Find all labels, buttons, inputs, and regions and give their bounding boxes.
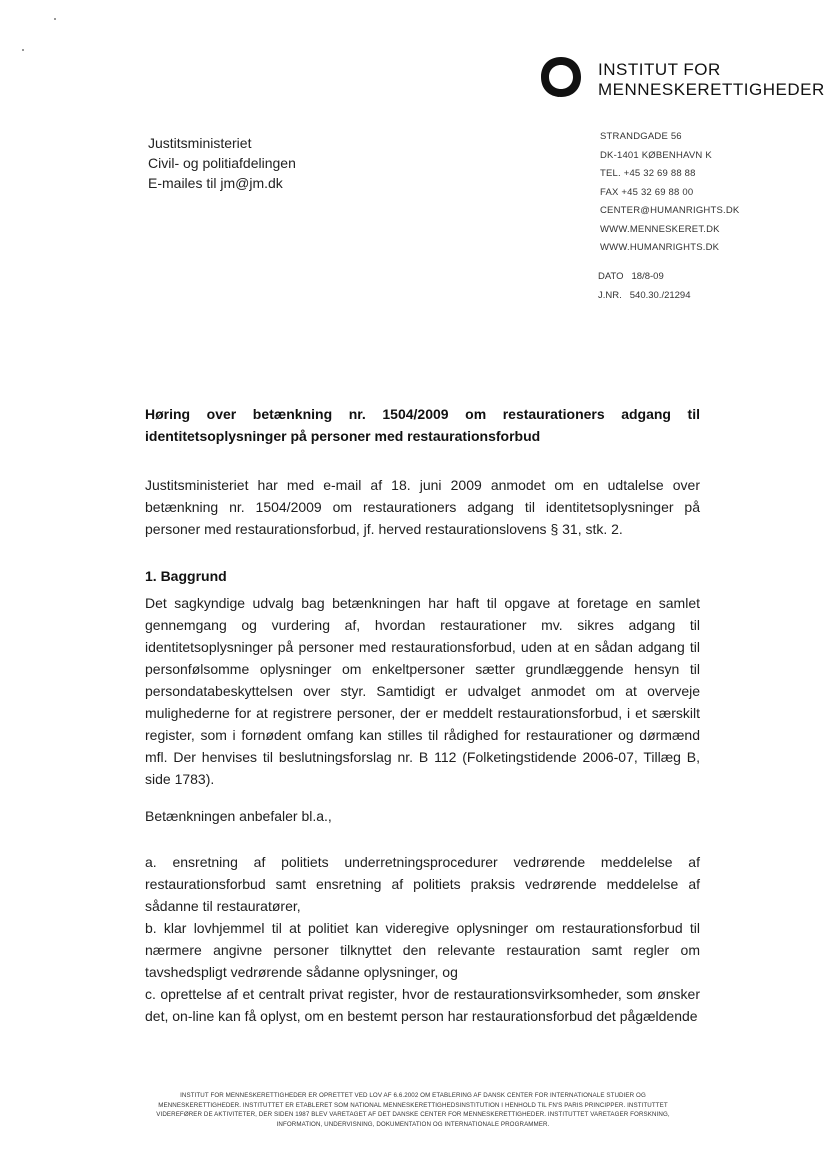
contact-fax: FAX +45 32 69 88 00 [600, 186, 694, 198]
jnr-value: 540.30./21294 [629, 290, 691, 301]
jnr-label: J.NR. [598, 290, 622, 301]
letter-meta [598, 267, 691, 305]
date-value: 18/8-09 [631, 271, 664, 282]
contact-email: CENTER@HUMANRIGHTS.DK [600, 205, 740, 216]
scan-speck [54, 18, 56, 20]
scan-speck [22, 49, 24, 51]
date-label: DATO [598, 271, 624, 282]
recipient-line: Civil- og politiafdelingen [148, 155, 296, 171]
contact-website: WWW.MENNESKERET.DK [600, 223, 720, 235]
recommendation-item-b: b. klar lovhjemmel til at politiet kan videregive oplysninger om restaurationsforbud til nærmere angivne personer tilknyttet den relevante restauration samt regler om tavshedspligt vedrørende sådanne oplysninger, og [145, 920, 700, 980]
recipient-email-line: E-mailes til jm@jm.dk [148, 175, 283, 191]
org-name-line1: INSTITUT FOR [598, 60, 721, 79]
footer-note: INSTITUT FOR MENNESKERETTIGHEDER ER OPRETTET VED LOV AF 6.6.2002 OM ETABLERING AF DANSK CENTER FOR INTERNATIONALE STUDIER OG MENNESKERETTIGHEDER. INSTITUTTET ER ETABLERET SOM NATIONAL MENNESKERETTIGHEDSINSTITUTION I HENHOLD TIL FN'S PARIS PRINCIPPER. INSTITUTTET VIDEREFØRER DE AKTIVITETER, DER SIDEN 1987 BLEV VARETAGET AF DET DANSKE CENTER FOR MENNESKERETTIGHEDER. INSTITUTTET VARETAGER FORSKNING, INFORMATION, UNDERVISNING, DOKUMENTATION OG INTERNATIONALE PROGRAMMER. [156, 1092, 670, 1128]
recommendation-item-c: c. oprettelse af et centralt privat register, hvor de restaurationsvirksomheder, som ønsker det, on-line kan få oplyst, om en bestemt person har restaurationsforbud det pågældende [145, 986, 700, 1024]
recommends-intro: Betænkningen anbefaler bl.a., [145, 808, 332, 824]
recipient-address [148, 133, 296, 193]
date-row [598, 267, 691, 286]
recipient-line: Justitsministeriet [148, 135, 252, 151]
section-paragraph: Det sagkyndige udvalg bag betænkningen har haft til opgave at foretage en samlet gennemgang og vurdering af, hvordan restaurationer mv. sikres adgang til identitetsoplysninger på personer med restaurationsforbud, uden at en sådan adgang til personfølsomme oplysninger om enkeltpersoner sætter grundlæggende hensyn til persondatabeskyttelsen over styr. Samtidigt er udvalget anmodet om at overveje mulighederne for at registrere personer, der er meddelt restaurationsforbud, i et særskilt register, som i fornødent omfang kan stilles til rådighed for restaurationer og dørmænd mfl. Der henvises til beslutningsforslag nr. B 112 (Folketingstidende 2006-07, Tillæg B, side 1783). [145, 595, 700, 787]
org-name-line2: MENNESKERETTIGHEDER [598, 80, 825, 99]
contact-street: STRANDGADE 56 [600, 131, 682, 142]
recommendation-list [145, 851, 700, 1027]
jnr-row [598, 286, 691, 305]
intro-paragraph: Justitsministeriet har med e-mail af 18. juni 2009 anmodet om en udtalelse over betænkning nr. 1504/2009 om restaurationers adgang til identitetsoplysninger på personer med restaurationsforbud, jf. herved restaurationslovens § 31, stk. 2. [145, 477, 700, 537]
institute-logo-icon [538, 54, 584, 100]
contact-block [600, 128, 739, 258]
section-heading: 1. Baggrund [145, 568, 227, 584]
contact-phone: TEL. +45 32 69 88 88 [600, 168, 696, 179]
contact-website: WWW.HUMANRIGHTS.DK [600, 242, 720, 253]
contact-city: DK-1401 KØBENHAVN K [600, 149, 712, 161]
letter-subject: Høring over betænkning nr. 1504/2009 om restaurationers adgang til identitetsoplysninger på personer med restaurationsforbud [145, 406, 700, 444]
organization-name [598, 60, 825, 100]
recommendation-item-a: a. ensretning af politiets underretningsprocedurer vedrørende meddelelse af restaurationsforbud samt ensretning af politiets praksis vedrørende meddelelse af sådanne til restauratører, [145, 854, 700, 914]
